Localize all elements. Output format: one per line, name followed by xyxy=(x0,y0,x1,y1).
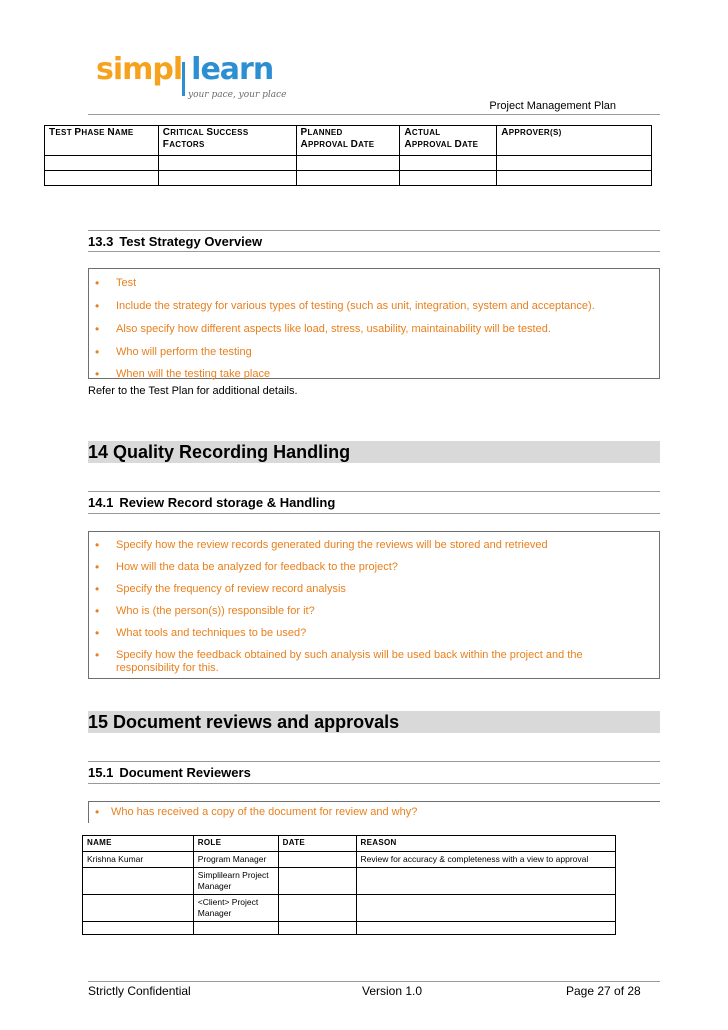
list-item: • Who has received a copy of the document for review and why? xyxy=(89,806,660,819)
col-date: DATE xyxy=(278,836,356,852)
col-critical-success-factors: CRITICAL SUCCESS FACTORS xyxy=(158,126,296,156)
test-phase-table xyxy=(44,125,652,186)
footer-page-number: Page 27 of 28 xyxy=(566,984,641,998)
section-14-heading: 14 Quality Recording Handling xyxy=(88,442,351,462)
reviewers-bullet-box xyxy=(88,801,660,823)
col-reason: REASON xyxy=(356,836,615,852)
table-header-row xyxy=(45,126,652,156)
footer-rule xyxy=(88,981,660,982)
simplilearn-logo xyxy=(96,52,296,102)
table-row xyxy=(45,156,652,171)
test-plan-note: Refer to the Test Plan for additional details. xyxy=(88,385,298,397)
reviewer-date xyxy=(278,895,356,922)
section-15-1-heading: 15.1 Document Reviewers xyxy=(88,765,251,780)
test-strategy-box xyxy=(88,268,660,379)
section-14-1-heading: 14.1 Review Record storage & Handling xyxy=(88,495,336,510)
list-item: • Who will perform the testing xyxy=(89,346,659,359)
table-header-row xyxy=(83,836,616,852)
reviewer-date xyxy=(278,922,356,935)
list-item: • Test xyxy=(89,277,659,290)
document-reviewers-table xyxy=(82,835,616,935)
reviewer-name xyxy=(83,895,194,922)
list-item: • Specify how the feedback obtained by such analysis will be used back within the project and the responsibility for this. xyxy=(89,649,659,675)
section-rule xyxy=(88,513,660,514)
footer-confidential: Strictly Confidential xyxy=(88,984,191,998)
reviewer-name xyxy=(83,922,194,935)
review-record-box xyxy=(88,531,660,679)
col-test-phase-name: TEST PHASE NAME xyxy=(45,126,159,156)
list-item: • Include the strategy for various types of testing (such as unit, integration, system and acceptance). xyxy=(89,300,659,313)
header-rule xyxy=(88,114,660,115)
reviewers-bullet-list xyxy=(89,806,660,819)
section-rule xyxy=(88,230,660,231)
reviewer-role xyxy=(193,922,278,935)
col-role: ROLE xyxy=(193,836,278,852)
reviewer-reason xyxy=(356,895,615,922)
list-item: • Specify the frequency of review record analysis xyxy=(89,583,659,596)
table-row xyxy=(83,852,616,868)
reviewer-name xyxy=(83,868,194,895)
reviewer-role: Simplilearn Project Manager xyxy=(193,868,278,895)
col-actual-approval-date: ACTUAL APPROVAL DATE xyxy=(400,126,497,156)
test-strategy-list xyxy=(89,277,659,381)
col-name: NAME xyxy=(83,836,194,852)
reviewer-reason xyxy=(356,922,615,935)
list-item: • What tools and techniques to be used? xyxy=(89,627,659,640)
table-row xyxy=(83,868,616,895)
list-item: • How will the data be analyzed for feedback to the project? xyxy=(89,561,659,574)
document-header-title: Project Management Plan xyxy=(489,100,616,112)
reviewer-name: Krishna Kumar xyxy=(83,852,194,868)
section-15-heading: 15 Document reviews and approvals xyxy=(88,712,400,732)
reviewer-role: Program Manager xyxy=(193,852,278,868)
list-item: • When will the testing take place xyxy=(89,368,659,381)
reviewer-date xyxy=(278,868,356,895)
logo-tagline: your pace, your place xyxy=(188,90,287,100)
reviewer-reason xyxy=(356,868,615,895)
section-13-3-heading: 13.3 Test Strategy Overview xyxy=(88,234,263,249)
section-rule xyxy=(88,783,660,784)
list-item: • Who is (the person(s)) responsible for it? xyxy=(89,605,659,618)
col-approvers: APPROVER(S) xyxy=(497,126,652,156)
col-planned-approval-date: PLANNED APPROVAL DATE xyxy=(296,126,400,156)
logo-divider xyxy=(182,62,185,96)
review-record-list xyxy=(89,539,659,675)
table-row xyxy=(83,922,616,935)
logo-learn-text: learn xyxy=(191,52,274,87)
section-rule xyxy=(88,761,660,762)
list-item: • Also specify how different aspects like load, stress, usability, maintainability will be tested. xyxy=(89,323,659,336)
reviewer-reason: Review for accuracy & completeness with a view to approval xyxy=(356,852,615,868)
list-item: • Specify how the review records generated during the reviews will be stored and retrieved xyxy=(89,539,659,552)
section-rule xyxy=(88,491,660,492)
logo-simpl-text: simpl xyxy=(96,52,183,87)
table-row xyxy=(83,895,616,922)
footer-version: Version 1.0 xyxy=(362,984,423,998)
table-row xyxy=(45,171,652,186)
reviewer-date xyxy=(278,852,356,868)
section-rule xyxy=(88,251,660,252)
reviewer-role: <Client> Project Manager xyxy=(193,895,278,922)
